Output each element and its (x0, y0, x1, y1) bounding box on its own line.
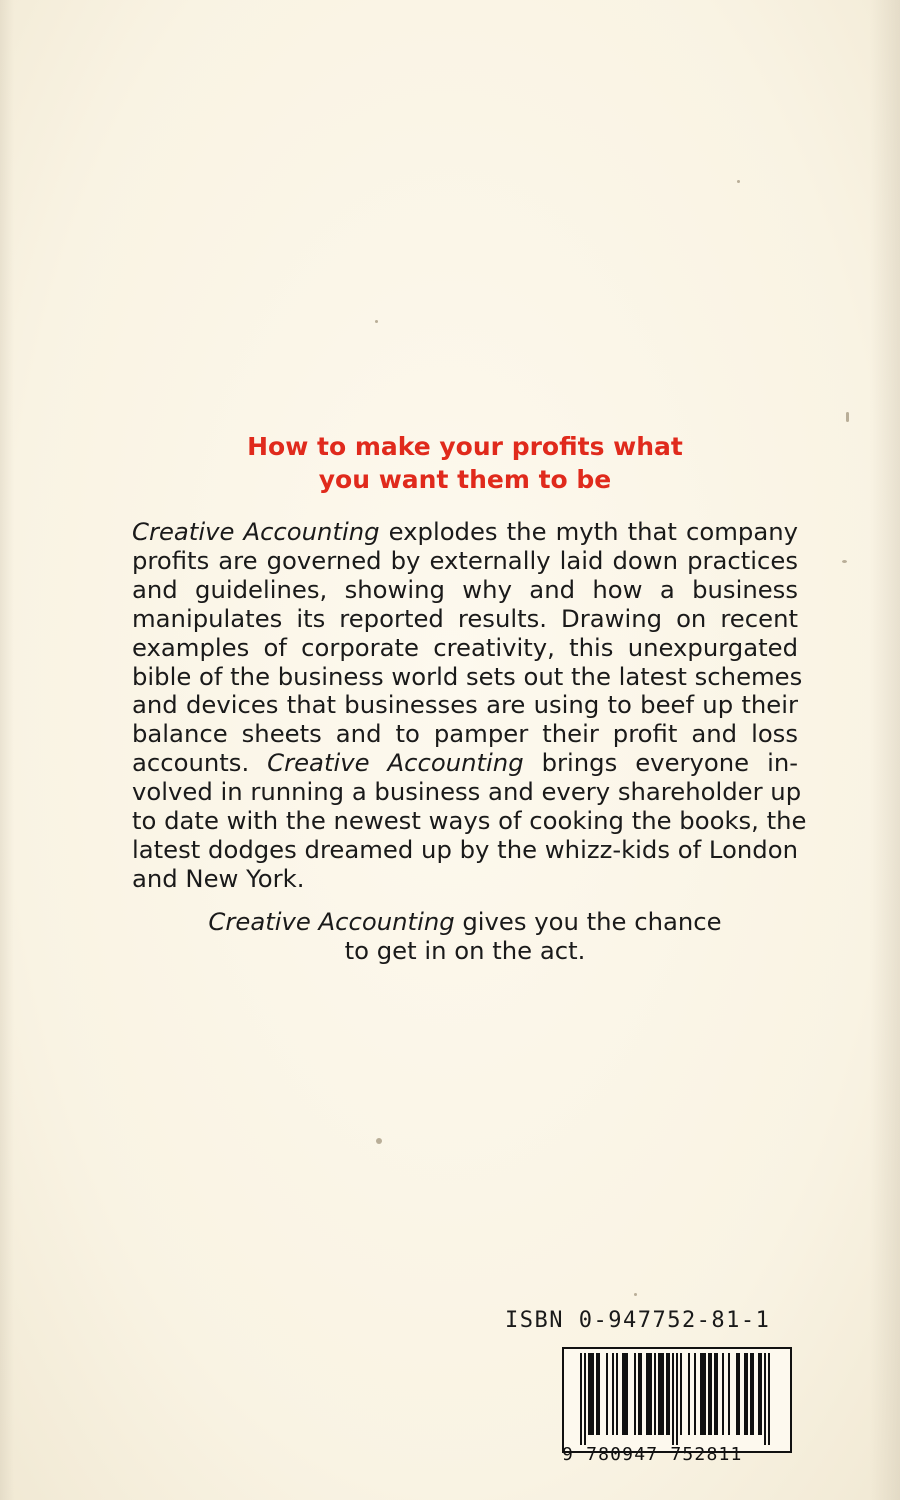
blurb-text: accounts. (132, 748, 268, 778)
blurb-paragraph (132, 517, 807, 894)
barcode-bar (752, 1353, 754, 1435)
barcode-bar (612, 1353, 614, 1435)
blurb-text: and guidelines, showing why and how a business (132, 574, 798, 604)
tagline-line-1-rest: gives you the chance (454, 907, 722, 936)
barcode-bar (672, 1353, 674, 1445)
blurb-text: latest dodges dreamed up by the whizz-kids of London (132, 834, 798, 864)
blurb-line (132, 806, 807, 836)
cover-edge-shade-left (0, 0, 14, 1500)
barcode-bar (650, 1353, 652, 1435)
barcode-bar (668, 1353, 670, 1435)
barcode-bar (760, 1353, 762, 1435)
barcode-bar (580, 1353, 582, 1445)
barcode-bar (666, 1353, 668, 1435)
blurb-line (132, 576, 798, 605)
barcode-bar (688, 1353, 690, 1435)
barcode-bar (722, 1353, 724, 1435)
barcode-bar (700, 1353, 702, 1435)
paper-speck (376, 1138, 382, 1144)
blurb-line (132, 605, 798, 634)
headline (130, 430, 800, 496)
blurb-line (132, 777, 802, 807)
blurb-line (132, 634, 798, 663)
barcode-bar (598, 1353, 600, 1435)
barcode-bars (562, 1347, 794, 1449)
barcode-bar (746, 1353, 748, 1435)
barcode-bar (708, 1353, 710, 1435)
barcode-bar (662, 1353, 664, 1435)
barcode-bar (606, 1353, 608, 1435)
tagline (132, 907, 798, 965)
barcode-bar (638, 1353, 640, 1435)
tagline-line-2: to get in on the act. (344, 936, 586, 965)
blurb-text: to date with the newest ways of cooking the books, the (132, 806, 807, 836)
barcode-bar (616, 1353, 618, 1435)
blurb-line (132, 749, 798, 778)
blurb-text: and New York. (132, 863, 305, 893)
barcode-bar (716, 1353, 718, 1435)
barcode-bar (744, 1353, 746, 1435)
tagline-book-title: Creative Accounting (208, 907, 455, 936)
barcode-digits: 9 780947 752811 (562, 1444, 743, 1465)
barcode-bar (694, 1353, 696, 1435)
blurb-text: manipulates its reported results. Drawing on recent (132, 603, 798, 633)
headline-line-1: How to make your profits what (247, 432, 683, 461)
paper-speck (846, 412, 849, 422)
cover-edge-shade-right (870, 0, 900, 1500)
blurb-text: balance sheets and to pamper their profit and loss (132, 719, 798, 749)
barcode-bar (596, 1353, 598, 1435)
blurb-text: brings everyone in- (523, 748, 798, 778)
barcode-bar (640, 1353, 642, 1435)
paper-speck (375, 320, 378, 323)
headline-line-2: you want them to be (318, 465, 612, 494)
blurb-book-title: Creative Accounting (132, 517, 380, 546)
barcode-bar (704, 1353, 706, 1435)
barcode-bar (702, 1353, 704, 1435)
barcode-bar (660, 1353, 662, 1435)
blurb-line (132, 865, 798, 894)
paper-speck (842, 560, 847, 563)
barcode-bar (714, 1353, 716, 1435)
blurb-line (132, 547, 798, 576)
paper-speck (737, 180, 740, 183)
blurb-text: volved in running a business and every shareholder up (132, 777, 802, 807)
blurb-book-title: Creative Accounting (267, 748, 524, 778)
blurb-text: examples of corporate creativity, this unexpurgated (132, 632, 798, 662)
blurb-text: explodes the myth that company (379, 517, 798, 546)
barcode-bar (654, 1353, 656, 1435)
barcode-bar (590, 1353, 592, 1435)
blurb-line (132, 661, 803, 692)
barcode-bar (728, 1353, 730, 1435)
barcode-bar (768, 1353, 770, 1445)
barcode-bar (758, 1353, 760, 1435)
barcode-bar (584, 1353, 586, 1445)
barcode-bar (750, 1353, 752, 1435)
barcode-bar (588, 1353, 590, 1435)
barcode-bar (648, 1353, 650, 1435)
blurb-line (132, 720, 798, 749)
barcode-bar (592, 1353, 594, 1435)
tagline-line-1 (132, 907, 798, 936)
blurb-text: and devices that businesses are using to beef up their (132, 690, 798, 720)
barcode-bar (626, 1353, 628, 1435)
paper-speck (634, 1293, 637, 1296)
barcode-bar (710, 1353, 712, 1435)
blurb-line (132, 518, 798, 547)
barcode-bar (736, 1353, 738, 1435)
barcode-bar (624, 1353, 626, 1435)
blurb-line (132, 836, 798, 865)
barcode-bar (764, 1353, 766, 1445)
blurb-text: bible of the business world sets out the latest schemes (132, 661, 803, 691)
barcode-bar (646, 1353, 648, 1435)
barcode-bar (676, 1353, 678, 1445)
isbn-number: ISBN 0-947752-81-1 (505, 1308, 771, 1333)
barcode-bar (658, 1353, 660, 1435)
barcode-bar (738, 1353, 740, 1435)
blurb-line (132, 691, 798, 720)
barcode-bar (622, 1353, 624, 1435)
barcode-bar (634, 1353, 636, 1435)
blurb-text: profits are governed by externally laid down practices (132, 545, 798, 575)
barcode-bar (680, 1353, 682, 1435)
